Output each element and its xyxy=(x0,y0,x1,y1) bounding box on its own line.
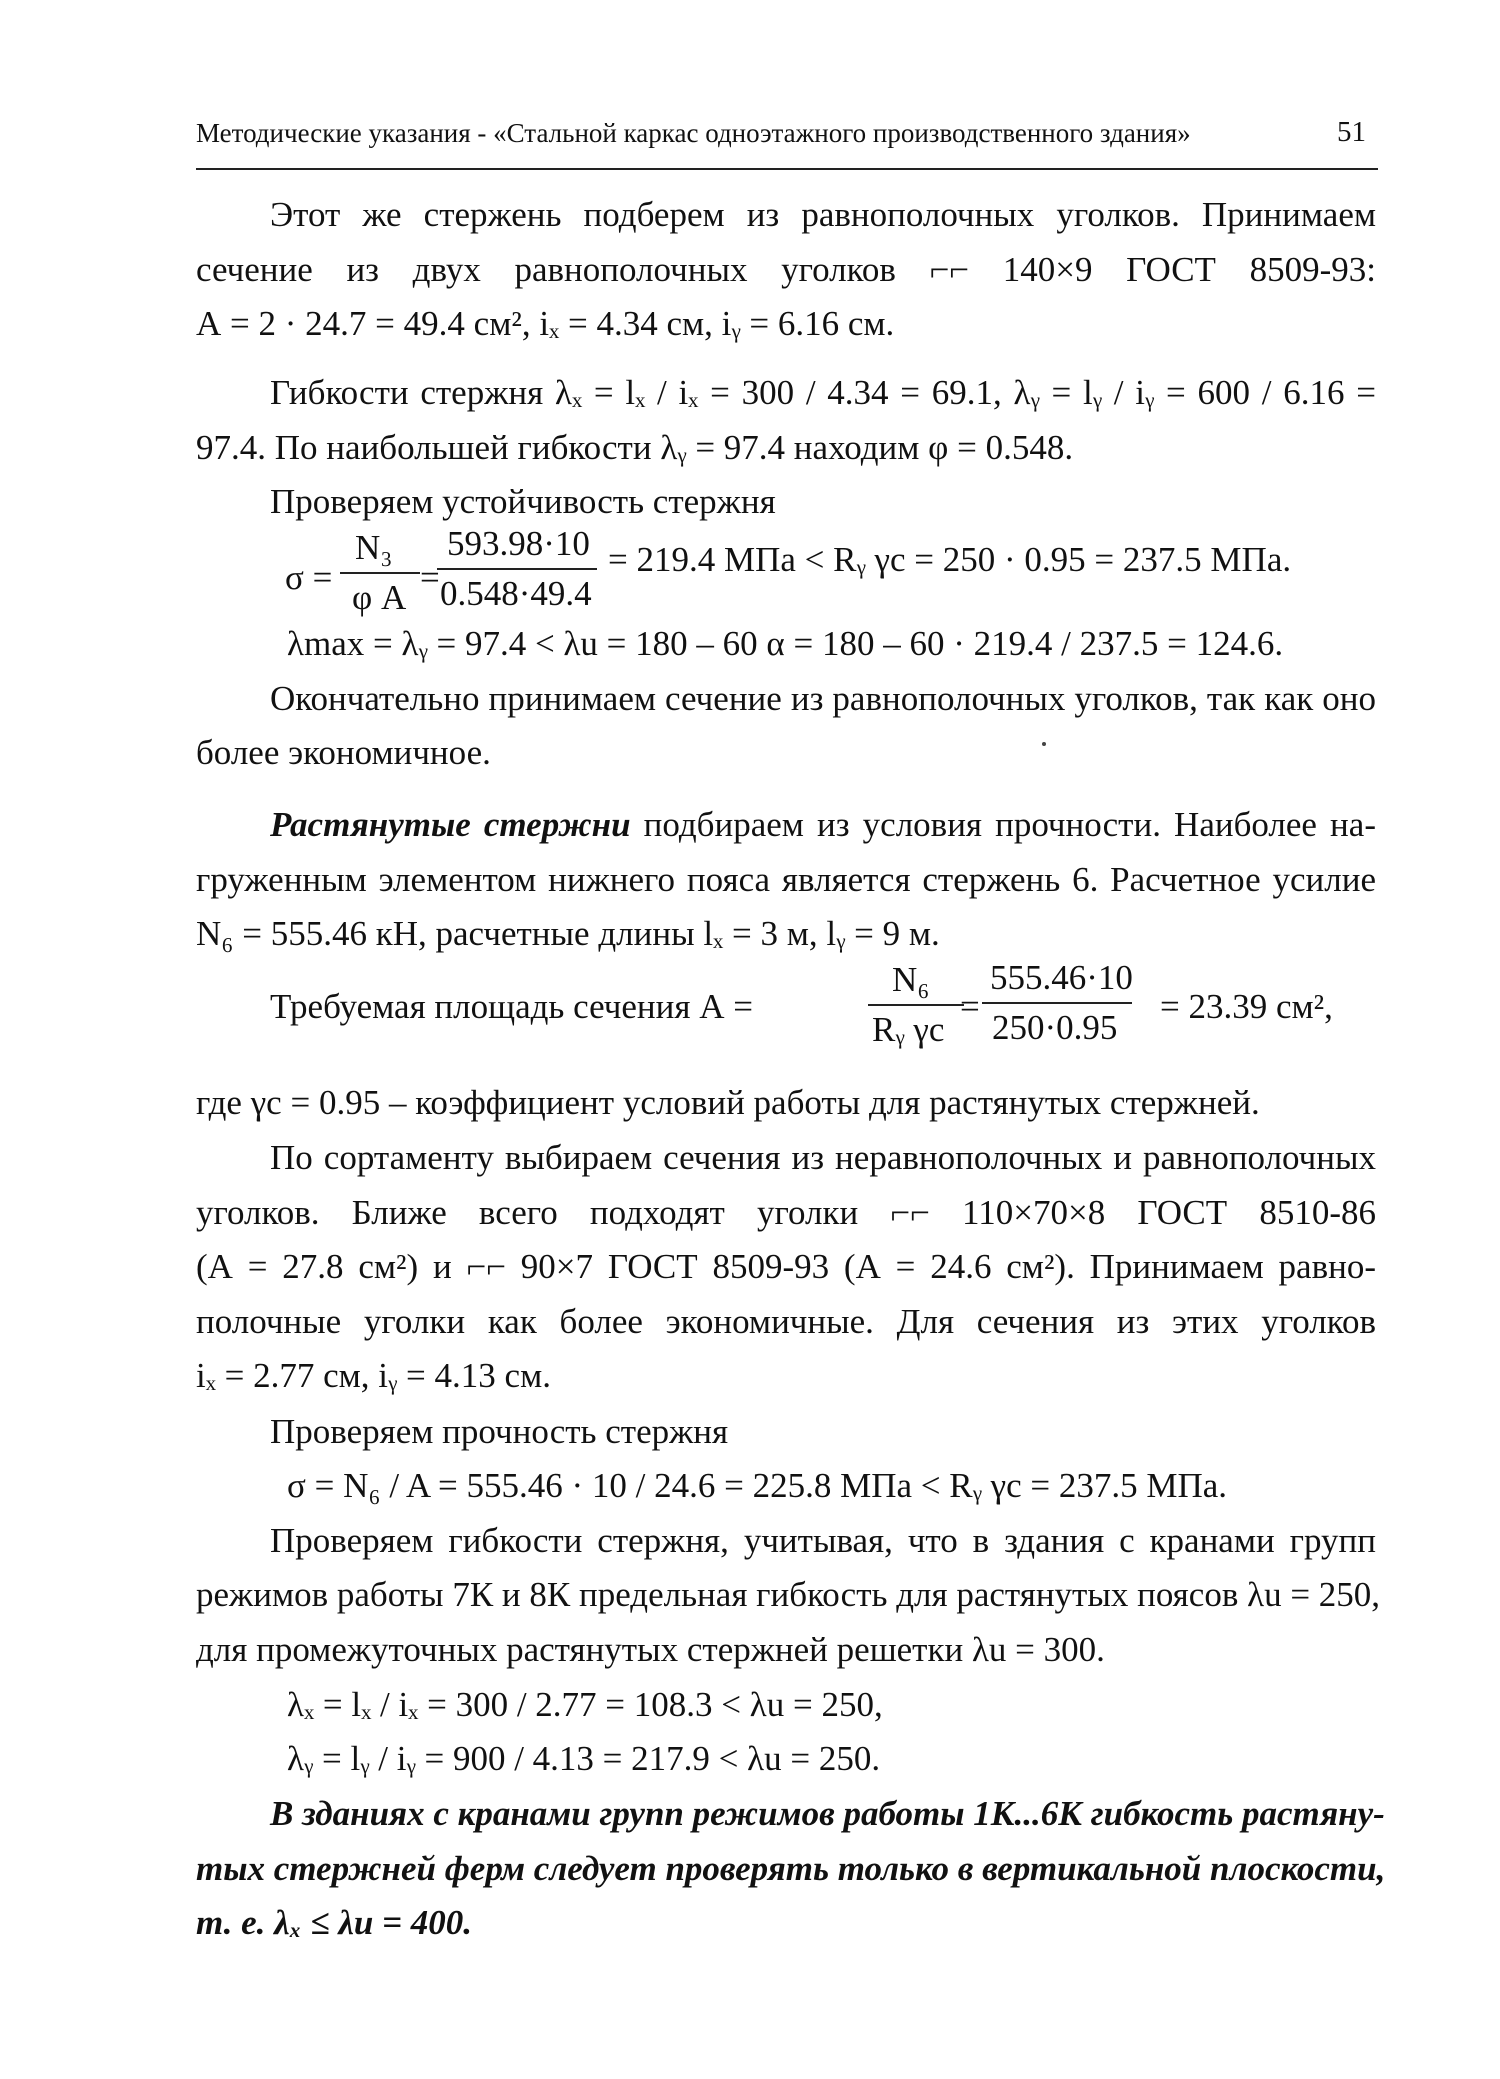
formula3-frac2-bar xyxy=(982,1002,1132,1004)
para7-line5: iₓ = 2.77 см, iᵧ = 4.13 см. xyxy=(196,1356,551,1395)
header-title: Методические указания - «Стальной каркас одноэтажного производственного здания» xyxy=(196,118,1191,148)
para2-line2: 97.4. По наибольшей гибкости λᵧ = 97.4 находим φ = 0.548. xyxy=(196,428,1074,467)
stray-dot xyxy=(1042,742,1046,746)
para9-line3: для промежуточных растянутых стержней решетки λu = 300. xyxy=(196,1630,1105,1669)
para10-line1: В зданиях с кранами групп режимов работы 1К...6К гибкость растяну- xyxy=(270,1794,1385,1833)
formula3-frac2-denominator: 250·0.95 xyxy=(992,1008,1118,1047)
formula1-frac1-numerator: N₃ xyxy=(355,528,393,567)
para7-line4: полочные уголки как более экономичные. Для сечения из этих уголков xyxy=(196,1302,1376,1341)
para1-line2: сечение из двух равнополочных уголков ⌐⌐ 140×9 ГОСТ 8509-93: xyxy=(196,250,1376,289)
para5-emphasis: Растянутые стержни xyxy=(270,805,631,844)
formula3-equals: = xyxy=(960,987,980,1026)
para7-line3: (А = 27.8 см²) и ⌐⌐ 90×7 ГОСТ 8509-93 (А = 24.6 см²). Принимаем равно- xyxy=(196,1247,1376,1286)
formula1-rhs: = 219.4 МПа < Rᵧ γc = 250 · 0.95 = 237.5 МПа. xyxy=(608,540,1292,579)
formula6: λᵧ = lᵧ / iᵧ = 900 / 4.13 = 217.9 < λu = 250. xyxy=(287,1739,881,1778)
formula5: λₓ = lₓ / iₓ = 300 / 2.77 = 108.3 < λu = 250, xyxy=(287,1685,883,1724)
formula1-equals: = xyxy=(420,558,440,597)
para1-line3: А = 2 · 24.7 = 49.4 см², iₓ = 4.34 см, iᵧ = 6.16 см. xyxy=(196,304,895,343)
para3-line1: Проверяем устойчивость стержня xyxy=(270,482,776,521)
formula3-text: Требуемая площадь сечения А = xyxy=(270,987,753,1026)
para4-line2: более экономичное. xyxy=(196,733,491,772)
para9-line2: режимов работы 7К и 8К предельная гибкость для растянутых поясов λu = 250, xyxy=(196,1575,1381,1614)
formula3-frac1-numerator: N₆ xyxy=(892,960,930,999)
formula1-frac2-denominator: 0.548·49.4 xyxy=(440,574,592,613)
formula4: σ = N₆ / A = 555.46 · 10 / 24.6 = 225.8 МПа < Rᵧ γc = 237.5 МПа. xyxy=(287,1466,1228,1505)
formula1-frac1-denominator: φ A xyxy=(352,578,407,617)
para6-line1: где γc = 0.95 – коэффициент условий работы для растянутых стержней. xyxy=(196,1083,1260,1122)
formula2: λmax = λᵧ = 97.4 < λu = 180 – 60 α = 180 – 60 · 219.4 / 237.5 = 124.6. xyxy=(287,624,1284,663)
para7-line2: уголков. Ближе всего подходят уголки ⌐⌐ 110×70×8 ГОСТ 8510-86 xyxy=(196,1193,1376,1232)
page-number: 51 xyxy=(1337,116,1366,148)
para9-line1: Проверяем гибкости стержня, учитывая, что в здания с кранами групп xyxy=(270,1521,1376,1560)
para4-line1: Окончательно принимаем сечение из равнополочных уголков, так как оно xyxy=(270,679,1376,718)
formula1-frac2-bar xyxy=(437,568,597,570)
para10-line2: тых стержней ферм следует проверять только в вертикальной плоскости, xyxy=(196,1849,1386,1888)
formula1-lhs: σ = xyxy=(285,558,333,597)
para5-line3: N₆ = 555.46 кН, расчетные длины lₓ = 3 м, lᵧ = 9 м. xyxy=(196,914,940,953)
formula3-frac1-bar xyxy=(868,1004,964,1006)
formula3-frac2-numerator: 555.46·10 xyxy=(990,958,1133,997)
formula1-frac1-bar xyxy=(340,572,420,574)
para10-line3: т. е. λₓ ≤ λu = 400. xyxy=(196,1903,473,1942)
para5-line1 xyxy=(270,803,1376,847)
formula3-frac1-denominator: Rᵧ γc xyxy=(872,1010,945,1049)
para5-line1-rest: подбираем из условия прочности. Наиболее на- xyxy=(630,805,1376,844)
formula1-frac2-numerator: 593.98·10 xyxy=(447,524,590,563)
para2-line1: Гибкости стержня λₓ = lₓ / iₓ = 300 / 4.34 = 69.1, λᵧ = lᵧ / iᵧ = 600 / 6.16 = xyxy=(270,373,1376,412)
header-rule xyxy=(196,168,1378,170)
formula3-rhs: = 23.39 см², xyxy=(1160,987,1333,1026)
para5-line2: груженным элементом нижнего пояса является стержень 6. Расчетное усилие xyxy=(196,860,1376,899)
para8-line1: Проверяем прочность стержня xyxy=(270,1412,729,1451)
para1-line1: Этот же стержень подберем из равнополочных уголков. Принимаем xyxy=(270,195,1376,234)
para7-line1: По сортаменту выбираем сечения из неравнополочных и равнополочных xyxy=(270,1138,1376,1177)
